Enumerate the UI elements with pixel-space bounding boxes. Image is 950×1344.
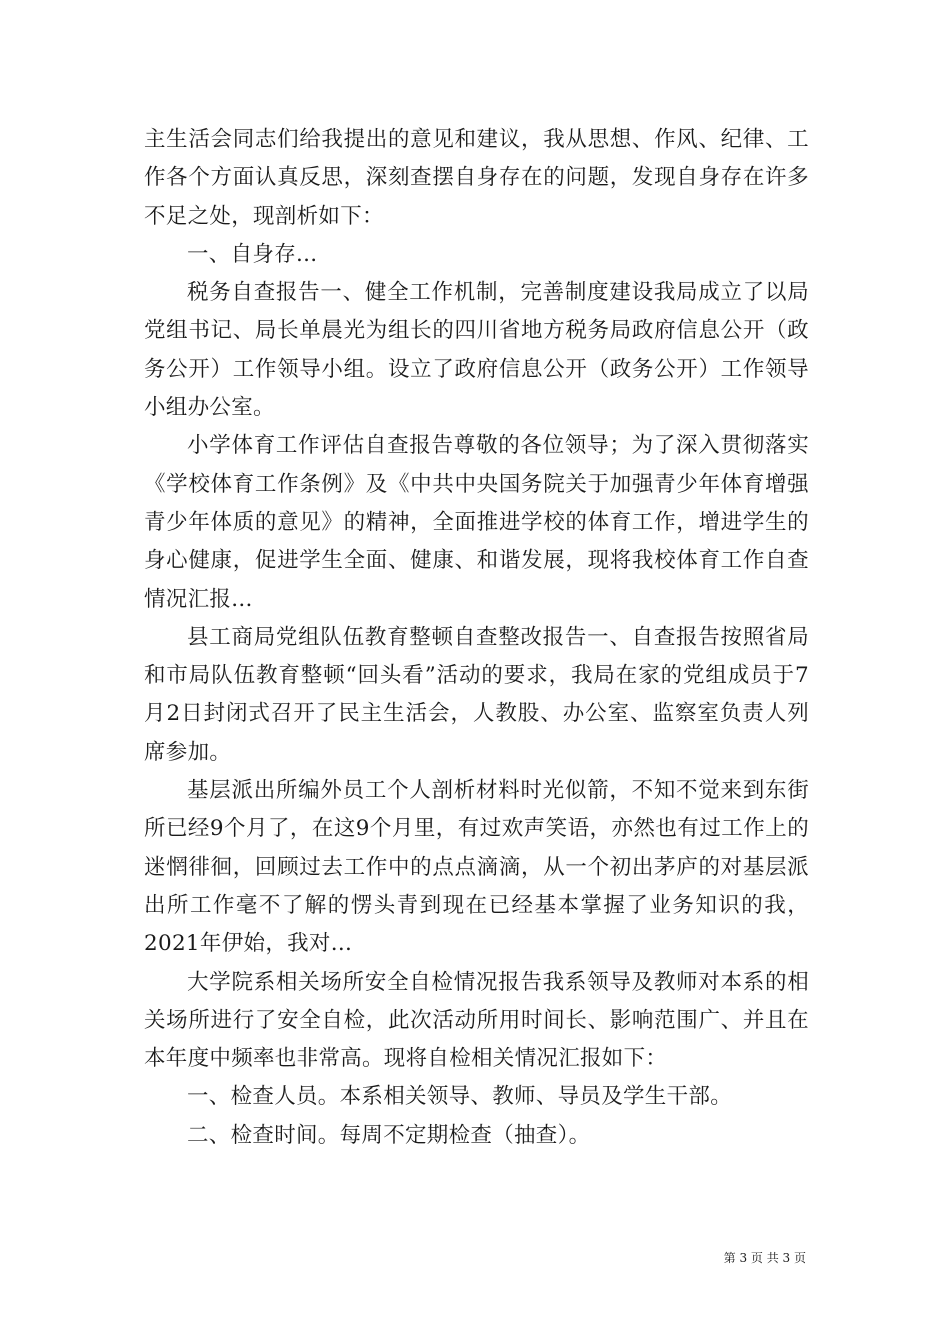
paragraph-9: 二、检查时间。每周不定期检查（抽查）。	[187, 1122, 591, 1148]
paragraph-1: 主生活会同志们给我提出的意见和建议，我从思想、作风、纪律、工作各个方面认真反思，深刻查摆自身存在的问题，发现自身存在许多不足之处，现剖析如下：	[144, 127, 809, 229]
paragraph-4: 小学体育工作评估自查报告尊敬的各位领导；为了深入贯彻落实《学校体育工作条例》及《中共中央国务院关于加强青少年体育增强青少年体质的意见》的精神，全面推进学校的体育工作，增进学生的身心健康，促进学生全面、健康、和谐发展，现将我校体育工作自查情况汇报...	[144, 433, 809, 612]
paragraph-8: 一、检查人员。本系相关领导、教师、导员及学生干部。	[187, 1084, 733, 1110]
paragraph-5: 县工商局党组队伍教育整顿自查整改报告一、自查报告按照省局和市局队伍教育整顿“回头看”活动的要求，我局在家的党组成员于7月2日封闭式召开了民主生活会，人教股、办公室、监察室负责人列席参加。	[144, 624, 809, 765]
paragraph-2: 一、自身存...	[187, 241, 318, 267]
page-number-footer: 第 3 页 共 3 页	[723, 1251, 806, 1265]
paragraph-3: 税务自查报告一、健全工作机制，完善制度建设我局成立了以局党组书记、局长单晨光为组长的四川省地方税务局政府信息公开（政务公开）工作领导小组。设立了政府信息公开（政务公开）工作领导小组办公室。	[144, 280, 809, 421]
paragraph-6: 基层派出所编外员工个人剖析材料时光似箭，不知不觉来到东街所已经9个月了，在这9个月里，有过欢声笑语，亦然也有过工作上的迷惘徘徊，回顾过去工作中的点点滴滴，从一个初出茅庐的对基层派出所工作毫不了解的愣头青到现在已经基本掌握了业务知识的我，2021年伊始，我对...	[144, 778, 809, 957]
paragraph-7: 大学院系相关场所安全自检情况报告我系领导及教师对本系的相关场所进行了安全自检，此次活动所用时间长、影响范围广、并且在本年度中频率也非常高。现将自检相关情况汇报如下：	[144, 969, 809, 1072]
document-body	[144, 121, 809, 1155]
